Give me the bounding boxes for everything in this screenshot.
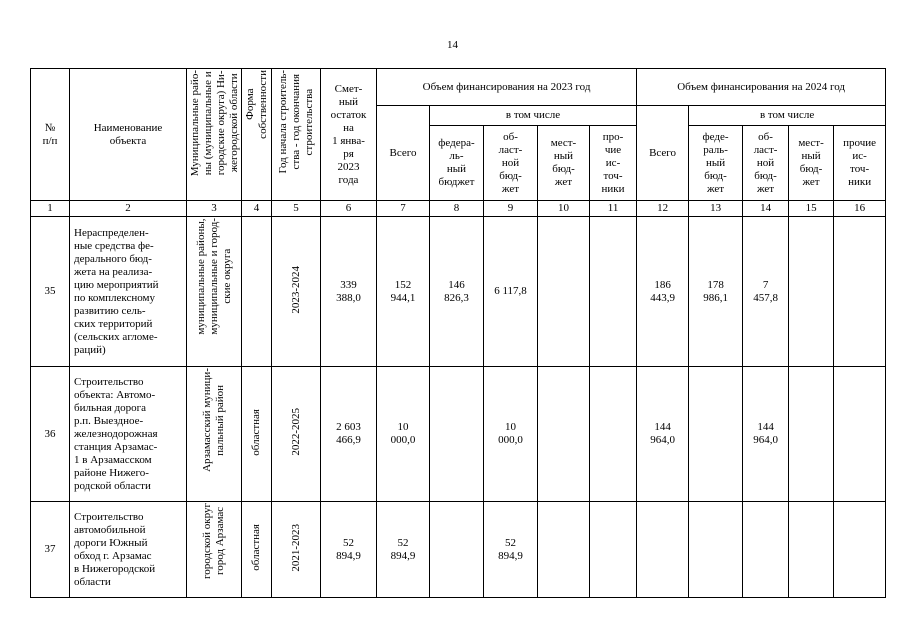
total-2023: 52 894,9: [377, 502, 430, 598]
object-name: Строительство автомобильной дороги Южный обход г. Арзамас в Нижегородской области: [70, 502, 187, 598]
header-num: № п/п: [31, 69, 70, 201]
header-local-2023: мест- ный бюд- жет: [538, 126, 590, 201]
other-2024: [834, 502, 886, 598]
header-total-2023: Всего: [377, 106, 430, 201]
object-name: Строительство объекта: Автомо- бильная дорога р.п. Выездное- железнодорожная станция Арзамас- 1 в Арзамасском районе Нижего- родской области: [70, 367, 187, 502]
col-number: 13: [689, 201, 743, 217]
construction-years: 2023-2024: [272, 217, 321, 367]
estimate-balance: 2 603 466,9: [321, 367, 377, 502]
header-financing-2024: Объем финансирования на 2024 год: [637, 69, 886, 106]
local-2024: [789, 217, 834, 367]
header-ownership: Форма собственности: [242, 69, 272, 201]
col-number: 2: [70, 201, 187, 217]
local-2023: [538, 217, 590, 367]
table-row: [31, 367, 886, 502]
col-number: 14: [743, 201, 789, 217]
table-row: [31, 217, 886, 367]
construction-years: 2021-2023: [272, 502, 321, 598]
local-2024: [789, 367, 834, 502]
ownership: областная: [242, 502, 272, 598]
estimate-balance: 339 388,0: [321, 217, 377, 367]
page-number: 14: [447, 39, 458, 51]
federal-2023: [430, 502, 484, 598]
other-2024: [834, 367, 886, 502]
col-number: 4: [242, 201, 272, 217]
col-number: 11: [590, 201, 637, 217]
col-number: 12: [637, 201, 689, 217]
other-2024: [834, 217, 886, 367]
table-row: [31, 502, 886, 598]
col-number: 10: [538, 201, 590, 217]
federal-2024: [689, 502, 743, 598]
other-2023: [590, 502, 637, 598]
local-2023: [538, 502, 590, 598]
col-number: 16: [834, 201, 886, 217]
regional-2024: [743, 502, 789, 598]
col-number: 8: [430, 201, 484, 217]
federal-2024: [689, 367, 743, 502]
header-years: Год начала строитель- ства - год окончания строительства: [272, 69, 321, 201]
local-2023: [538, 367, 590, 502]
federal-2024: 178 986,1: [689, 217, 743, 367]
other-2023: [590, 367, 637, 502]
header-other-2024: прочие ис- точ- ники: [834, 126, 886, 201]
row-num: 36: [31, 367, 70, 502]
col-number: 1: [31, 201, 70, 217]
header-estimate: Смет- ный остаток на 1 янва- ря 2023 года: [321, 69, 377, 201]
municipality: городской округ город Арзамас: [187, 502, 242, 598]
column-numbers-row: [31, 201, 886, 217]
header-name: Наименование объекта: [70, 69, 187, 201]
regional-2024: 7 457,8: [743, 217, 789, 367]
col-number: 3: [187, 201, 242, 217]
total-2024: 186 443,9: [637, 217, 689, 367]
header-financing-2023: Объем финансирования на 2023 год: [377, 69, 637, 106]
col-number: 7: [377, 201, 430, 217]
header-including-2023: в том числе: [430, 106, 637, 126]
row-num: 37: [31, 502, 70, 598]
municipality: Арзамасский муници- пальный район: [187, 367, 242, 502]
col-number: 15: [789, 201, 834, 217]
col-number: 9: [484, 201, 538, 217]
ownership: [242, 217, 272, 367]
construction-years: 2022-2025: [272, 367, 321, 502]
financing-table: [30, 68, 886, 598]
header-federal-2024: феде- раль- ный бюд- жет: [689, 126, 743, 201]
total-2024: [637, 502, 689, 598]
col-number: 6: [321, 201, 377, 217]
estimate-balance: 52 894,9: [321, 502, 377, 598]
other-2023: [590, 217, 637, 367]
total-2023: 10 000,0: [377, 367, 430, 502]
federal-2023: [430, 367, 484, 502]
header-regional-2024: об- ласт- ной бюд- жет: [743, 126, 789, 201]
header-row-1: [31, 69, 886, 106]
municipality: муниципальные районы, муниципальные и город- ские округа: [187, 217, 242, 367]
header-municipal: Муниципальные райо- ны (муниципальные и городские округа) Ни- жегородской области: [187, 69, 242, 201]
ownership: областная: [242, 367, 272, 502]
header-regional-2023: об- ласт- ной бюд- жет: [484, 126, 538, 201]
header-local-2024: мест- ный бюд- жет: [789, 126, 834, 201]
header-federal-2023: федера- ль- ный бюджет: [430, 126, 484, 201]
header-total-2024: Всего: [637, 106, 689, 201]
header-other-2023: про- чие ис- точ- ники: [590, 126, 637, 201]
header-including-2024: в том числе: [689, 106, 886, 126]
regional-2023: 52 894,9: [484, 502, 538, 598]
federal-2023: 146 826,3: [430, 217, 484, 367]
total-2024: 144 964,0: [637, 367, 689, 502]
row-num: 35: [31, 217, 70, 367]
total-2023: 152 944,1: [377, 217, 430, 367]
regional-2023: 10 000,0: [484, 367, 538, 502]
object-name: Нераспределен- ные средства фе- дерального бюд- жета на реализа- цию мероприятий по комплексному развитию сель- ских территорий (сельских агломе- раций): [70, 217, 187, 367]
regional-2023: 6 117,8: [484, 217, 538, 367]
regional-2024: 144 964,0: [743, 367, 789, 502]
col-number: 5: [272, 201, 321, 217]
local-2024: [789, 502, 834, 598]
